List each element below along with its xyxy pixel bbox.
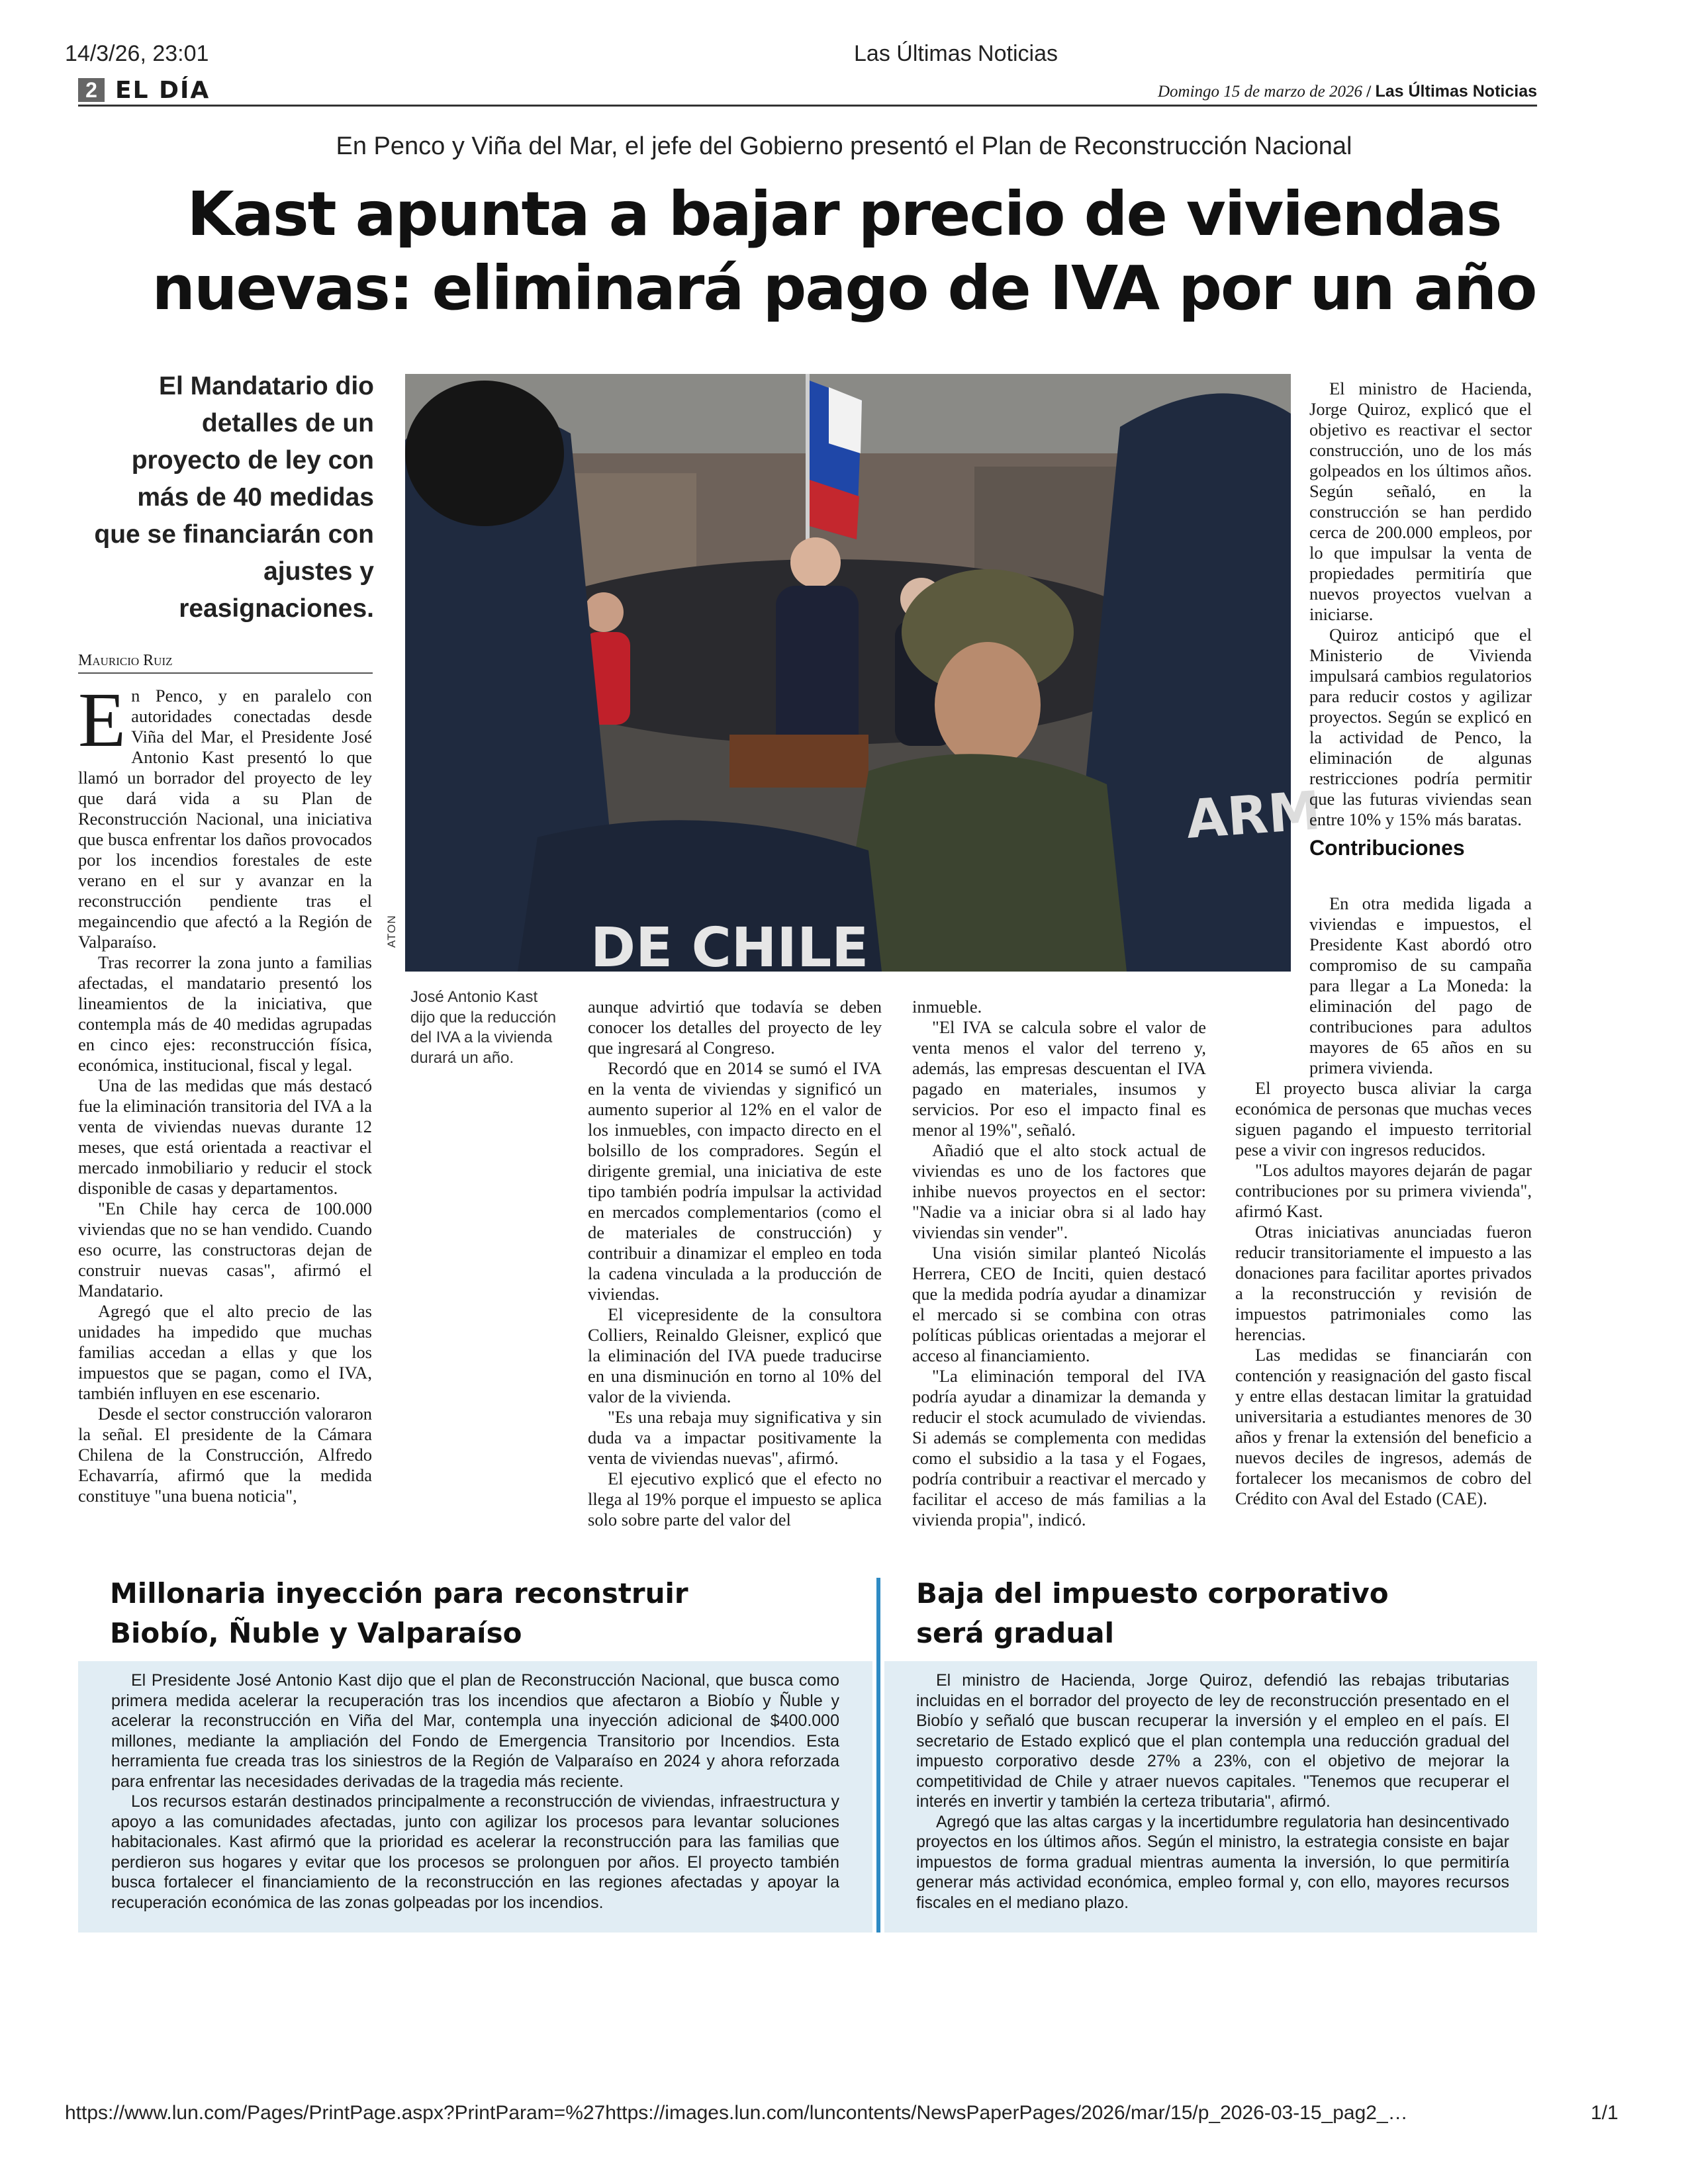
person-head <box>584 592 624 632</box>
box-right-paragraph: Agregó que las altas cargas y la incertidumbre regulatoria han desincentivado proyectos en los últimos años. Según el ministro, la estrategia consiste en bajar impuestos de forma gradual mientras aumenta la inversión, lo que permitiría generar más actividad económica, empleo formal y, con ello, mayores recursos fiscales en el mediano plazo. <box>916 1812 1509 1912</box>
guard-left-helmet <box>405 381 564 526</box>
body-paragraph: "En Chile hay cerca de 100.000 viviendas que no se han vendido. Cuando eso ocurre, las constructoras dejan de construir nuevas casas", afirmó el Mandatario. <box>78 1199 372 1300</box>
headline <box>0 177 1688 326</box>
section-name: EL DÍA <box>115 77 211 104</box>
body-paragraph: "La eliminación temporal del IVA podría ayudar a dinamizar la demanda y reducir el stock acumulado de viviendas. Si además se complementa con medidas como el subsidio a la tasa y el Fogaes, podría contribuir a reactivar el mercado y facilitar el acceso de más familias a la vivienda propia", indicó. <box>912 1366 1206 1529</box>
masthead <box>78 77 1537 107</box>
masthead-paper: Las Últimas Noticias <box>1375 82 1537 101</box>
body-paragraph: Agregó que el alto precio de las unidades ha impedido que muchas familias accedan a ellas y que los impuestos que se pagan, como el IVA, también influyen en ese escenario. <box>78 1301 372 1403</box>
box-right-title-line-1: Baja del impuesto corporativo <box>916 1577 1389 1610</box>
lead: El Mandatario dio detalles de un proyecto de ley con más de 40 medidas que se financiarán con ajustes y reasignaciones. <box>94 372 374 623</box>
box-left-title <box>110 1574 838 1653</box>
body-paragraph: Tras recorrer la zona junto a familias afectadas, el mandatario presentó los lineamientos de la iniciativa, que contempla más de 40 medidas agrupadas en cinco ejes: reconstrucción física, económica, institucional, fiscal y legal. <box>78 952 372 1075</box>
podium <box>729 735 868 788</box>
box-right-paragraph: El ministro de Hacienda, Jorge Quiroz, defendió las rebajas tributarias incluidas en el borrador del proyecto de ley de reconstrucción presentado en el Biobío y señaló que buscan recuperar la inversión y el empleo en el país. El secretario de Estado explicó que el plan contempla una reducción gradual del impuesto corporativo desde 27% a 23%, con el objetivo de mejorar la competitividad de Chile y atraer nuevos capitales. "Tenemos que recuperar el interés en invertir y también la certeza tributaria", afirmó. <box>916 1671 1509 1811</box>
body-text: n Penco, y en paralelo con autoridades conectadas desde Viña del Mar, el Presidente José Antonio Kast presentó lo que llamó un borrador del proyecto de ley que dará vida a su Plan de Reconstrucción Nacional, una iniciativa que busca enfrentar los daños provocados por los incendios forestales de este verano en el sur y avanzar en la reconstrucción pendiente tras el megaincendio que afectó a la Región de Valparaíso. <box>78 686 372 952</box>
person-kast-suit <box>776 586 859 758</box>
body-paragraph: "Los adultos mayores dejarán de pagar contribuciones por su primera vivienda", afirmó Kast. <box>1235 1160 1532 1221</box>
print-datetime: 14/3/26, 23:01 <box>65 41 209 66</box>
kicker: En Penco y Viña del Mar, el jefe del Gobierno presentó el Plan de Reconstrucción Nacional <box>336 132 1352 160</box>
masthead-separator: / <box>1366 83 1372 101</box>
body-paragraph: Añadió que el alto stock actual de viviendas es uno de los factores que inhibe nuevos proyectos en el sector: "Nadie va a iniciar obra si al lado hay viviendas sin vender". <box>912 1140 1206 1242</box>
soldier-body <box>835 754 1127 972</box>
body-paragraph: En otra medida ligada a viviendas e impuestos, el Presidente Kast abordó otro compromiso de su campaña para llegar a La Moneda: la eliminación del pago de contribuciones para adultos mayores de 65 años en su primera vivienda. <box>1309 893 1532 1077</box>
body-column-2 <box>588 997 882 1530</box>
body-paragraph: "Es una rebaja muy significativa y sin duda va a impactar positivamente la venta de viviendas nuevas", afirmó. <box>588 1407 882 1468</box>
body-paragraph: aunque advirtió que todavía se deben conocer los detalles del proyecto de ley que ingresará al Congreso. <box>588 997 882 1058</box>
box-left-paragraph: El Presidente José Antonio Kast dijo que el plan de Reconstrucción Nacional, que busca como primera medida acelerar la recuperación tras los incendios que afectaron a Biobío y Ñuble y acelerar la reconstrucción en Viña del Mar, contempla una inyección adicional de $400.000 millones, mediante la ampliación del Fondo de Emergencia Transitorio por Incendios. Esta herramienta fue creada tras los siniestros de la Región de Valparaíso en 2024 y ahora reforzada para enfrentar las necesidades derivadas de la tragedia más reciente. <box>111 1671 839 1791</box>
photo-caption: José Antonio Kast dijo que la reducción del IVA a la vivienda durará un año. <box>410 988 557 1067</box>
body-paragraph: El proyecto busca aliviar la carga económica de personas que muchas veces siguen pagando el impuesto territorial pese a vivir con ingresos reducidos. <box>1235 1078 1532 1160</box>
body-paragraph: Desde el sector construcción valoraron la señal. El presidente de la Cámara Chilena de la Construcción, Alfredo Echavarría, afirmó que la medida constituye "una buena noticia", <box>78 1404 372 1506</box>
body-paragraph: El ministro de Hacienda, Jorge Quiroz, explicó que el objetivo es reactivar el sector construcción, uno de los más golpeados en los últimos años. Según señaló, en la construcción se han perdido cerca de 200.000 empleos, por lo que impulsar la venta de propiedades permitiría que nuevos proyectos vuelvan a iniciarse. <box>1309 379 1532 624</box>
drop-cap: E <box>78 676 126 763</box>
box-right-title <box>916 1574 1525 1653</box>
uniform-sign-right: ARM <box>1184 780 1323 850</box>
print-page-count: 1/1 <box>1591 2102 1618 2124</box>
box-divider <box>876 1578 880 1933</box>
box-left-title-line-2: Biobío, Ñuble y Valparaíso <box>110 1617 522 1649</box>
lead-photo <box>405 374 1323 979</box>
body-paragraph: El ejecutivo explicó que el efecto no llega al 19% porque el impuesto se aplica solo sobre parte del valor del <box>588 1469 882 1529</box>
body-paragraph: Una visión similar planteó Nicolás Herrera, CEO de Inciti, quien destacó que la medida podría ayudar a dinamizar el mercado si se combina con otras políticas públicas orientadas a mejorar el acceso al financiamiento. <box>912 1243 1206 1365</box>
byline <box>78 652 373 674</box>
person-kast-head <box>790 537 841 588</box>
body-paragraph: El vicepresidente de la consultora Colliers, Reinaldo Gleisner, explicó que la eliminación del IVA puede traducirse en una disminución en torno al 10% del valor de la vivienda. <box>588 1304 882 1406</box>
body-column-1 <box>78 676 372 1506</box>
soldier-face <box>935 642 1041 768</box>
print-site-title: Las Últimas Noticias <box>854 41 1058 66</box>
body-paragraph: Las medidas se financiarán con contención y reasignación del gasto fiscal y entre ellas destacan limitar la gratuidad universitaria a estudiantes menores de 30 años y frenar la extensión del beneficio a nuevos deciles de ingresos, además de fortalecer los mecanismos de cobro del Crédito con Aval del Estado (CAE). <box>1235 1345 1532 1508</box>
body-paragraph <box>78 676 372 952</box>
body-paragraph: Otras iniciativas anunciadas fueron reducir transitoriamente el impuesto a las donaciones para facilitar aportes privados a la reconstrucción y revisión de impuestos patrimoniales como las herencias. <box>1235 1222 1532 1344</box>
body-column-3 <box>912 997 1206 1530</box>
body-paragraph: "El IVA se calcula sobre el valor de venta menos el valor del terreno y, además, las empresas descuentan el IVA pagado en materiales, insumos y servicios. Por eso el impacto final es menor al 19%", señaló. <box>912 1017 1206 1140</box>
headline-line-1: Kast apunta a bajar precio de viviendas <box>187 179 1501 250</box>
box-left <box>78 1661 872 1933</box>
headline-line-2: nuevas: eliminará pago de IVA por un año <box>152 253 1536 324</box>
masthead-date-line <box>1158 82 1537 101</box>
byline-name: Mauricio Ruiz <box>78 652 173 669</box>
body-column-4-lower <box>1235 893 1532 1509</box>
subhead-contribuciones: Contribuciones <box>1309 836 1465 860</box>
box-left-title-line-1: Millonaria inyección para reconstruir <box>110 1577 688 1610</box>
body-paragraph: Una de las medidas que más destacó fue la eliminación transitoria del IVA a la venta de viviendas nuevas durante 12 meses, que está orientada a reactivar el mercado inmobiliario y reducir el stock disponible de casas y departamentos. <box>78 1075 372 1198</box>
page-number-tab: 2 <box>78 78 105 102</box>
box-right-title-line-2: será gradual <box>916 1617 1114 1649</box>
body-paragraph: Quiroz anticipó que el Ministerio de Vivienda impulsará cambios regulatorios para reducir costos y agilizar proyectos. Según se explicó en la actividad de Penco, la eliminación de algunas restricciones podría permitir que las futuras viviendas sean entre 10% y 15% más baratas. <box>1309 625 1532 829</box>
box-right <box>884 1661 1537 1933</box>
body-paragraph: Recordó que en 2014 se sumó el IVA en la venta de viviendas y significó un aumento superior al 12% en el valor de los inmuebles, con impacto directo en el bolsillo de los compradores. Según el dirigente gremial, una iniciativa de este tipo también podría impulsar la actividad en mercados complementarios (como el de materiales de construcción) y contribuir a dinamizar el empleo en toda la cadena vinculada a la producción de viviendas. <box>588 1058 882 1304</box>
body-paragraph: inmueble. <box>912 997 982 1017</box>
uniform-sign-bottom: DE CHILE <box>590 917 869 979</box>
photo-scene <box>405 374 1291 972</box>
print-url: https://www.lun.com/Pages/PrintPage.aspx?PrintParam=%27https://images.lun.com/luncontents/NewsPaperPages/2026/mar/15/p_2026-03-15_pag2_… <box>65 2102 1408 2124</box>
body-column-4-upper <box>1309 379 1532 862</box>
photo-credit: ATON <box>385 915 398 948</box>
masthead-date: Domingo 15 de marzo de 2026 <box>1158 83 1363 101</box>
box-left-paragraph: Los recursos estarán destinados principalmente a reconstrucción de viviendas, infraestructura y apoyo a las comunidades afectadas, junto con agilizar los procesos para levantar soluciones habitacionales. Kast afirmó que la prioridad es acelerar la reconstrucción para las familias que perdieron sus hogares y evitar que los procesos se prolonguen por años. El proyecto también busca fortalecer el financiamiento de la reconstrucción en las regiones afectadas y apoyar la recuperación económica de las zonas golpeadas por los incendios. <box>111 1792 839 1912</box>
